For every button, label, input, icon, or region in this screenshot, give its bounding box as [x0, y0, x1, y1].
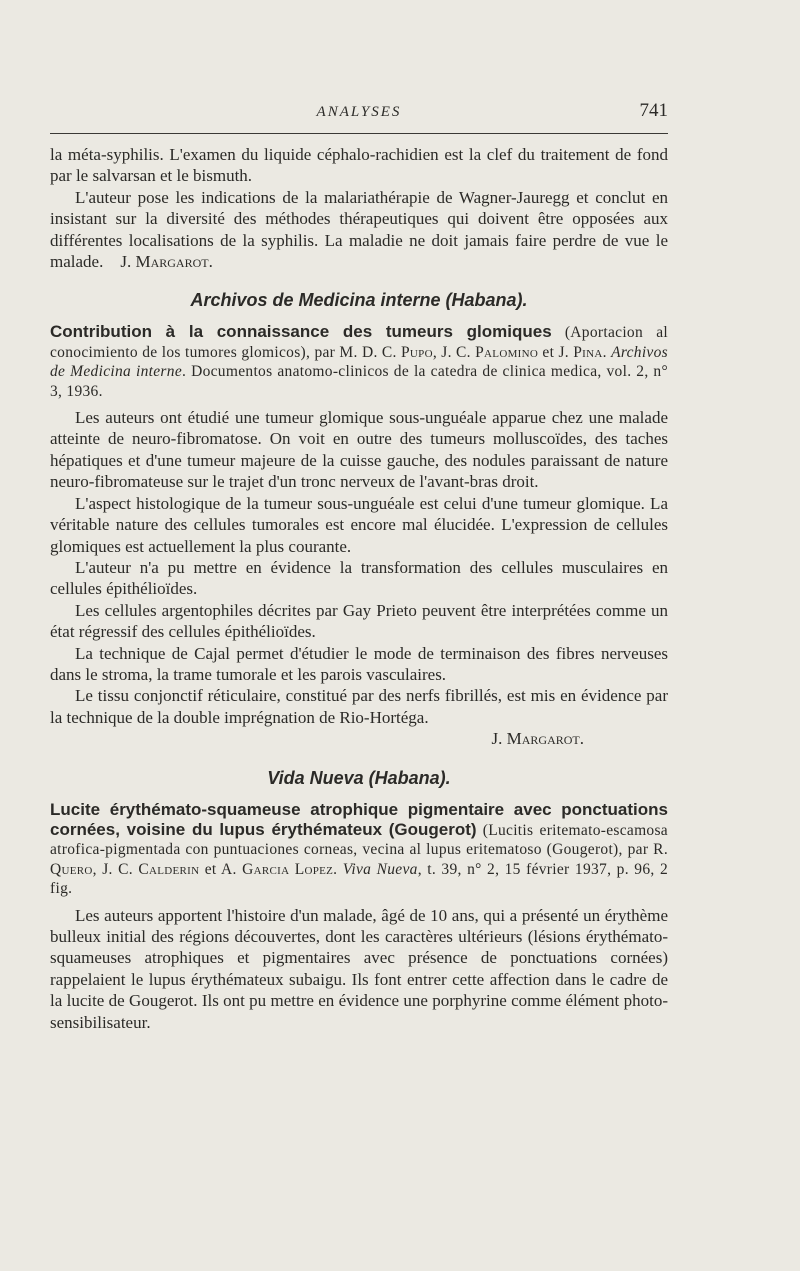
- author-name: Quero: [50, 860, 93, 878]
- section1-signature: J. Margarot.: [491, 729, 584, 749]
- author-name: Pina: [573, 343, 603, 361]
- intro-signature: J. Margarot.: [120, 252, 213, 272]
- author-name: Palomino: [475, 343, 539, 361]
- entry-ref-part: , J. C.: [432, 343, 476, 361]
- section1-paragraph: Le tissu conjonctif réticulaire, constitué par des nerfs fibrillés, est mis en évidence par la technique de la double imprégnation de Rio-Hortéga.: [50, 686, 668, 727]
- section1-paragraph: L'auteur n'a pu mettre en évidence la transformation des cellules musculaires en cellules épithélioïdes.: [50, 557, 668, 599]
- author-name: Calderin: [138, 860, 200, 878]
- author-name: Pupo: [400, 343, 433, 361]
- entry-ref-part: (Lucitis eritemato-escamosa atrofica-pigmentada con puntuaciones corneas, vecina al lupus eritematoso (Gougerot), par R.: [50, 821, 668, 859]
- author-name: Garcia Lopez: [242, 860, 334, 878]
- journal-heading-vida-nueva: Vida Nueva (Habana).: [267, 767, 451, 788]
- intro-paragraph-2: [50, 187, 668, 273]
- entry-ref-part: , t. 39, n° 2, 15 février 1937, p. 96, 2 fig.: [50, 860, 668, 898]
- entry-ref-part: .: [333, 860, 343, 878]
- page-header: [50, 100, 668, 130]
- section1-paragraph: Les auteurs ont étudié une tumeur glomique sous-unguéale apparue chez une malade atteinte de neuro-fibromatose. On voit en outre des tumeurs molluscoïdes, des taches hépatiques et d'une tumeur majeure de la cuisse gauche, des nodules paraissant de nature neuro-fibromateuse sur le trajet d'un tronc nerveux de l'avant-bras droit.: [50, 408, 668, 492]
- journal-heading-archivos: Archivos de Medicina interne (Habana).: [190, 290, 528, 311]
- journal-name: Archivos de Medicina interne: [50, 343, 668, 381]
- section1-body: [50, 407, 668, 750]
- section2-paragraph: Les auteurs apportent l'histoire d'un malade, âgé de 10 ans, qui a présenté un érythème bulleux initial des régions découvertes, dont les caractères ultérieurs (lésions érythémato-squameuses atrophiques et pigmentaires avec présence de ponctuations cornées) rappelaient le lupus érythémateux subaigu. Ils font entrer cette affection dans le cadre de la lucite de Gougerot. Ils ont pu mettre en évidence une porphyrine comme élément photo-sensibilisateur.: [50, 905, 668, 1032]
- entry-lucite: [50, 800, 668, 899]
- section1-paragraph: La technique de Cajal permet d'étudier le mode de terminaison des fibres nerveuses dans le stroma, la trame tumorale et les parois vasculaires.: [50, 643, 668, 684]
- entry-ref-part: et A.: [199, 860, 243, 878]
- intro-paragraph-2-text: L'auteur pose les indications de la malariathérapie de Wagner-Jauregg et conclut en insistant sur la diversité des méthodes thérapeutiques qui doivent être opposées aux différentes localisations de la syphilis. La maladie ne doit jamais faire perdre de vue le malade.: [50, 187, 668, 272]
- page-body: [50, 144, 668, 1033]
- entry-ref-part: et J.: [538, 343, 574, 361]
- entry-ref-part: (Aportacion al conocimiento de los tumores glomicos), par M. D. C.: [50, 324, 668, 361]
- entry-contribution: [50, 322, 668, 401]
- entry-ref-part: .: [602, 343, 612, 361]
- entry-title: Contribution à la connaissance des tumeurs glomiques: [50, 322, 552, 342]
- section1-paragraph: L'aspect histologique de la tumeur sous-unguéale est celui d'une tumeur glomique. La véritable nature des cellules tumorales est encore mal élucidée. L'expression de cellules glomiques est actuellement la plus courante.: [50, 493, 668, 556]
- entry-title: Lucite érythémato-squameuse atrophique pigmentaire avec ponctuations cornées, voisine du lupus érythémateux (Gougerot): [50, 799, 668, 839]
- entry-ref-part: , J. C.: [92, 860, 139, 878]
- journal-name: Viva Nueva: [342, 860, 418, 878]
- running-head: ANALYSES: [316, 104, 402, 120]
- page-number: 741: [639, 100, 668, 121]
- header-rule: [50, 133, 668, 134]
- entry-ref-part: . Documentos anatomo-clinicos de la catedra de clinica medica, vol. 2, n° 3, 1936.: [50, 363, 668, 400]
- intro-paragraph-1: la méta-syphilis. L'examen du liquide céphalo-rachidien est la clef du traitement de fond par le salvarsan et le bismuth.: [50, 145, 668, 186]
- section1-paragraph: Les cellules argentophiles décrites par Gay Prieto peuvent être interprétées comme un état régressif des cellules épithélioïdes.: [50, 600, 668, 642]
- section2-body: [50, 905, 668, 1033]
